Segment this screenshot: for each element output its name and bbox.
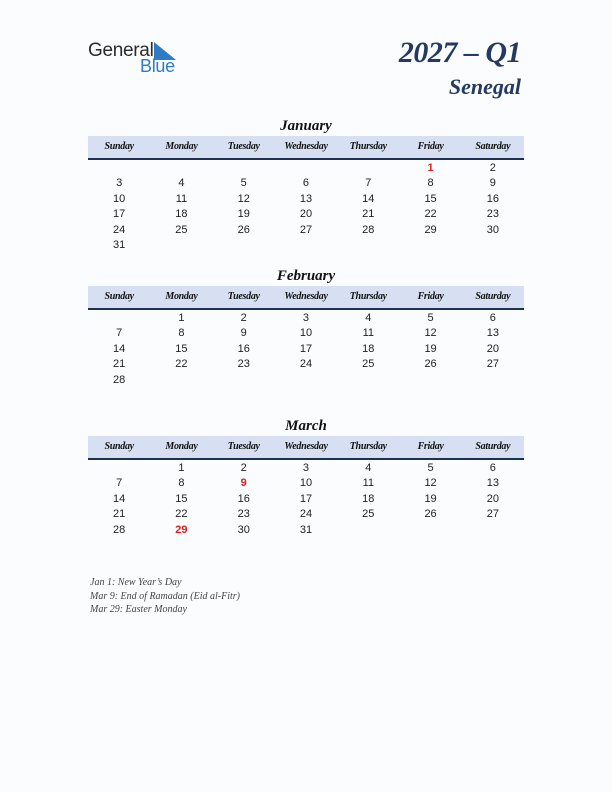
day-cell: 16: [486, 192, 499, 205]
day-cell: 8: [178, 477, 185, 490]
day-cell: 22: [424, 208, 437, 221]
weekday-thursday: Thursday: [349, 141, 387, 152]
day-cell: 13: [486, 477, 499, 490]
day-cell: 23: [237, 508, 250, 521]
weekday-friday: Friday: [417, 441, 444, 452]
weekday-thursday: Thursday: [349, 441, 387, 452]
day-cell: 11: [362, 327, 374, 340]
holiday-note: Mar 9: End of Ramadan (Eid al-Fitr): [90, 590, 240, 602]
weekday-sunday: Sunday: [104, 291, 134, 302]
weekday-friday: Friday: [417, 141, 444, 152]
day-cell: 20: [299, 208, 313, 221]
day-cell: 9: [240, 327, 247, 340]
logo-blue-text: Blue: [140, 56, 175, 76]
day-cell: 7: [116, 477, 123, 490]
day-cell: 30: [237, 523, 250, 536]
weekday-sunday: Sunday: [104, 441, 134, 452]
weekday-saturday: Saturday: [475, 291, 511, 302]
day-cell: 5: [240, 177, 247, 190]
holiday-note: Mar 29: Easter Monday: [90, 604, 187, 615]
empty-day-cell: [88, 311, 150, 326]
day-cell: 31: [299, 523, 313, 536]
day-cell: 23: [237, 358, 250, 371]
day-cell: 22: [175, 358, 188, 371]
day-cell: 6: [302, 177, 310, 190]
weekday-monday: Monday: [165, 141, 198, 152]
day-cell: 31: [113, 238, 126, 251]
day-cell: 17: [299, 492, 313, 505]
weekday-header-row: [88, 136, 524, 160]
day-cell: 15: [175, 342, 188, 355]
holiday-note: Jan 1: New Year’s Day: [90, 577, 182, 588]
weekday-friday: Friday: [417, 291, 444, 302]
day-cell: 29: [424, 223, 437, 236]
day-cell: 25: [175, 223, 188, 236]
weekday-wednesday: Wednesday: [284, 141, 328, 152]
day-cell: 30: [486, 223, 499, 236]
day-cell: 20: [486, 492, 499, 505]
day-cell: 3: [116, 177, 123, 190]
day-cell: 12: [237, 192, 250, 205]
weekday-wednesday: Wednesday: [284, 441, 328, 452]
day-cell: 7: [116, 327, 123, 340]
day-cell: 2: [240, 312, 247, 324]
day-cell: 28: [362, 223, 375, 236]
day-cell: 4: [365, 312, 372, 324]
day-grid: [88, 461, 524, 538]
month-title: January: [280, 118, 332, 134]
day-cell: 2: [240, 462, 247, 474]
day-cell: 24: [299, 508, 313, 521]
weekday-tuesday: Tuesday: [227, 291, 260, 302]
month-title: March: [285, 418, 327, 434]
day-cell: 10: [299, 477, 313, 490]
day-cell: 26: [424, 508, 437, 521]
day-cell: 10: [299, 327, 313, 340]
day-cell: 5: [427, 462, 434, 474]
holiday-day-cell: 1: [427, 162, 434, 174]
day-cell: 2: [489, 162, 496, 174]
weekday-sunday: Sunday: [104, 141, 134, 152]
day-cell: 14: [113, 492, 126, 505]
day-cell: 23: [486, 208, 499, 221]
day-cell: 24: [299, 358, 313, 371]
day-cell: 25: [362, 508, 375, 521]
day-cell: 19: [424, 342, 437, 355]
empty-day-cell: [88, 161, 150, 176]
day-cell: 21: [113, 508, 126, 521]
day-cell: 14: [113, 342, 126, 355]
day-cell: 12: [424, 327, 437, 340]
day-cell: 3: [302, 462, 310, 474]
day-cell: 6: [489, 462, 496, 474]
day-cell: 26: [237, 223, 250, 236]
day-cell: 18: [175, 208, 188, 221]
logo-general-text: General: [88, 40, 154, 61]
weekday-wednesday: Wednesday: [284, 291, 328, 302]
day-cell: 1: [178, 462, 185, 474]
weekday-monday: Monday: [165, 441, 198, 452]
day-cell: 13: [486, 327, 499, 340]
day-cell: 20: [486, 342, 499, 355]
day-cell: 15: [175, 492, 188, 505]
weekday-thursday: Thursday: [349, 291, 387, 302]
holiday-day-cell: 9: [240, 477, 247, 490]
day-cell: 19: [237, 208, 250, 221]
day-cell: 9: [489, 177, 496, 190]
day-cell: 12: [424, 477, 437, 490]
day-grid: [88, 311, 524, 388]
day-cell: 8: [427, 177, 434, 190]
weekday-header-row: [88, 286, 524, 310]
month-january: [88, 116, 524, 253]
weekday-tuesday: Tuesday: [227, 441, 260, 452]
day-cell: 14: [362, 192, 375, 205]
month-march: [88, 416, 524, 538]
day-cell: 19: [424, 492, 437, 505]
day-cell: 27: [486, 508, 499, 521]
day-cell: 18: [362, 342, 375, 355]
day-cell: 7: [365, 177, 372, 190]
day-cell: 18: [362, 492, 375, 505]
day-cell: 10: [113, 192, 126, 205]
day-cell: 4: [365, 462, 372, 474]
weekday-monday: Monday: [165, 291, 198, 302]
day-cell: 16: [237, 492, 250, 505]
day-cell: 21: [362, 208, 375, 221]
day-cell: 11: [362, 477, 374, 490]
day-cell: 24: [113, 223, 126, 236]
weekday-tuesday: Tuesday: [227, 141, 260, 152]
day-cell: 8: [178, 327, 185, 340]
logo: [88, 40, 188, 76]
day-grid: [88, 161, 524, 253]
day-cell: 6: [489, 312, 496, 324]
day-cell: 21: [113, 358, 126, 371]
day-cell: 16: [237, 342, 250, 355]
day-cell: 27: [299, 223, 313, 236]
empty-day-cell: [213, 161, 275, 176]
day-cell: 5: [427, 312, 434, 324]
holiday-list: [90, 576, 240, 617]
day-cell: 26: [424, 358, 437, 371]
day-cell: 17: [299, 342, 313, 355]
day-cell: 17: [113, 208, 126, 221]
country-name: Senegal: [448, 74, 521, 99]
day-cell: 3: [302, 312, 310, 324]
day-cell: 27: [486, 358, 499, 371]
weekday-saturday: Saturday: [475, 141, 511, 152]
day-cell: 13: [299, 192, 313, 205]
page-title: 2027 – Q1: [398, 36, 521, 69]
empty-day-cell: [275, 161, 337, 176]
weekday-header-row: [88, 436, 524, 460]
day-cell: 15: [424, 192, 437, 205]
empty-day-cell: [150, 161, 212, 176]
day-cell: 4: [178, 177, 185, 190]
holiday-day-cell: 29: [175, 523, 188, 536]
day-cell: 28: [113, 523, 126, 536]
month-title: February: [276, 268, 336, 284]
day-cell: 22: [175, 508, 188, 521]
month-february: [88, 266, 524, 388]
empty-day-cell: [88, 461, 150, 476]
weekday-saturday: Saturday: [475, 441, 511, 452]
day-cell: 25: [362, 358, 375, 371]
day-cell: 28: [113, 373, 126, 386]
empty-day-cell: [337, 161, 399, 176]
day-cell: 1: [178, 312, 185, 324]
day-cell: 11: [175, 192, 188, 205]
